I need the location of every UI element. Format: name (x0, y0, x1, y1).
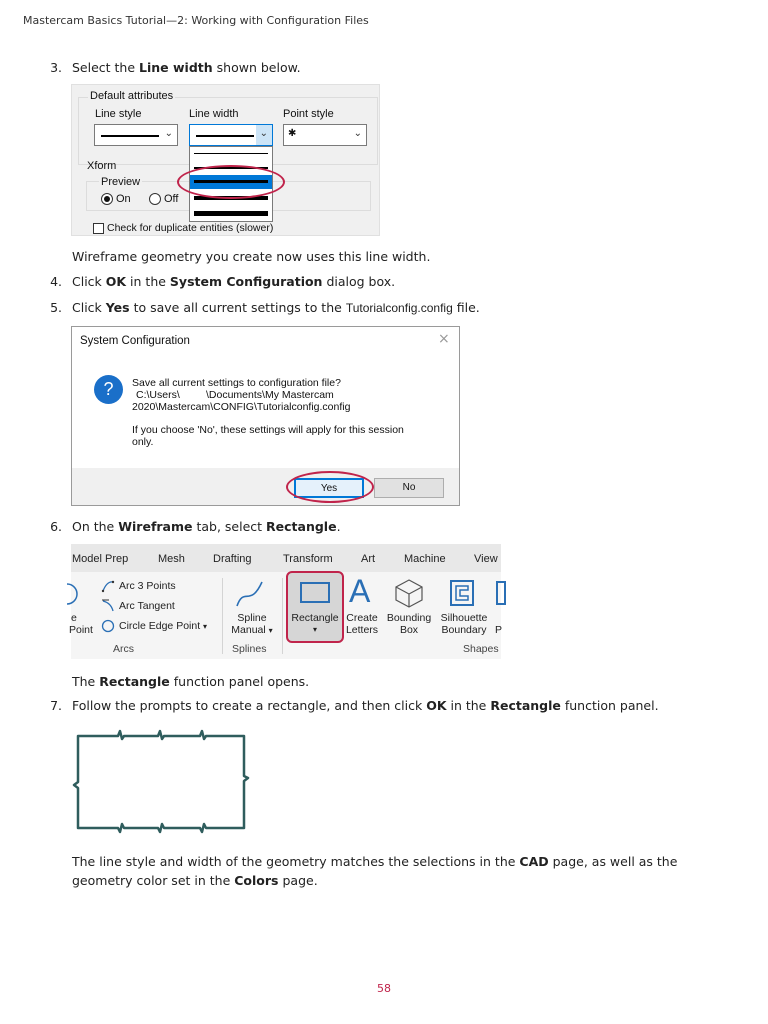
highlight-oval (286, 471, 374, 503)
system-configuration-dialog (71, 326, 460, 506)
tab-transform[interactable]: Transform (283, 553, 333, 565)
highlight-oval (177, 165, 285, 199)
arc-tangent-button[interactable]: Arc Tangent (119, 600, 175, 612)
close-icon[interactable]: × (438, 331, 450, 347)
create-letters-icon: A (349, 573, 371, 609)
rectangle-note: The Rectangle function panel opens. (72, 674, 310, 689)
arc-partial-icon (65, 582, 79, 606)
point-style-label: Point style (283, 108, 334, 120)
tab-drafting[interactable]: Drafting (213, 553, 252, 565)
wireframe-note: Wireframe geometry you create now uses this line width. (72, 249, 431, 264)
step-4-text: Click OK in the System Configuration dialog box. (72, 274, 396, 289)
step-number-5: 5. (50, 300, 62, 315)
dialog-title: System Configuration (80, 335, 190, 347)
arc-3-points-icon (101, 579, 115, 593)
yes-button[interactable]: Yes (294, 478, 364, 498)
spline-manual-button[interactable]: Spline Manual ▾ (231, 612, 273, 636)
rectangle-label: Rectangle ▾ (291, 612, 339, 634)
bounding-box-icon (394, 578, 424, 608)
create-letters-button[interactable]: Create Letters (345, 612, 379, 636)
preview-on-radio[interactable] (101, 193, 113, 205)
point-style-dropdown[interactable] (283, 124, 367, 146)
line-width-label: Line width (189, 108, 239, 120)
circle-edge-point-button[interactable]: Circle Edge Point ▾ (119, 620, 208, 632)
step-number-3: 3. (50, 60, 62, 75)
left-partial-label-e: e (71, 612, 77, 624)
no-button[interactable]: No (374, 478, 444, 498)
line-style-dropdown[interactable] (94, 124, 178, 146)
silhouette-boundary-button[interactable]: Silhouette Boundary (440, 612, 488, 636)
spline-icon (234, 578, 266, 610)
step-3-text: Select the Line width shown below. (72, 60, 301, 75)
default-attributes-label: Default attributes (90, 90, 174, 102)
line-style-label: Line style (95, 108, 142, 120)
arc-3-points-button[interactable]: Arc 3 Points (119, 580, 176, 592)
running-header: Mastercam Basics Tutorial—2: Working with Configuration Files (23, 14, 369, 27)
question-icon: ? (94, 375, 123, 404)
tab-mesh[interactable]: Mesh (158, 553, 185, 565)
preview-off-label: Off (164, 193, 179, 205)
preview-off-radio[interactable] (149, 193, 161, 205)
preview-on-label: On (116, 193, 131, 205)
bounding-box-button[interactable]: Bounding Box (386, 612, 432, 636)
tab-art[interactable]: Art (361, 553, 376, 565)
tab-machine[interactable]: Machine (404, 553, 446, 565)
circle-edge-point-icon (101, 619, 115, 633)
rectangle-geometry-figure (72, 728, 252, 836)
group-label-arcs: Arcs (113, 643, 134, 655)
chevron-down-icon: ⌄ (353, 128, 362, 139)
step-5-text: Click Yes to save all current settings to the Tutorialconfig.config file. (72, 300, 480, 315)
tab-view[interactable]: View (474, 553, 498, 565)
final-note: The line style and width of the geometry matches the selections in the CAD page, as well as the geometry color set in the Colors page. (72, 854, 678, 888)
check-duplicates-label: Check for duplicate entities (slower) (107, 222, 274, 234)
xform-label: Xform (87, 160, 117, 172)
chevron-down-icon: ⌄ (164, 128, 173, 139)
step-6-text: On the Wireframe tab, select Rectangle. (72, 519, 341, 534)
dialog-message: Save all current settings to configuration file? C:\Users\ \Documents\My Mastercam 2020\Mastercam\CONFIG\Tutorialconfig.config If you choose 'No', these settings will apply for this session only. (132, 377, 404, 448)
attributes-panel-screenshot (71, 84, 380, 236)
step-number-6: 6. (50, 519, 62, 534)
line-width-option-5[interactable] (190, 206, 272, 221)
ribbon-screenshot (71, 544, 501, 659)
step-7-text: Follow the prompts to create a rectangle, and then click OK in the Rectangle function panel. (72, 698, 659, 713)
tab-model-prep[interactable]: Model Prep (72, 553, 129, 565)
group-label-splines: Splines (232, 643, 267, 655)
step-number-7: 7. (50, 698, 62, 713)
arc-tangent-icon (101, 599, 115, 613)
silhouette-boundary-icon (449, 579, 475, 607)
preview-label: Preview (101, 176, 141, 188)
left-partial-label-point: Point (69, 624, 93, 636)
line-width-option-1[interactable] (190, 147, 272, 159)
check-duplicates-checkbox[interactable] (93, 223, 104, 234)
partial-icon (496, 581, 506, 605)
page-number: 58 (377, 982, 391, 995)
line-width-dropdown[interactable] (189, 124, 273, 146)
highlight-box (286, 571, 344, 643)
step-number-4: 4. (50, 274, 62, 289)
group-label-shapes: Shapes (463, 643, 499, 655)
partial-label-p: P (495, 624, 503, 636)
point-style-value: ✱ (288, 128, 297, 139)
chevron-down-icon: ⌄ (259, 128, 268, 139)
